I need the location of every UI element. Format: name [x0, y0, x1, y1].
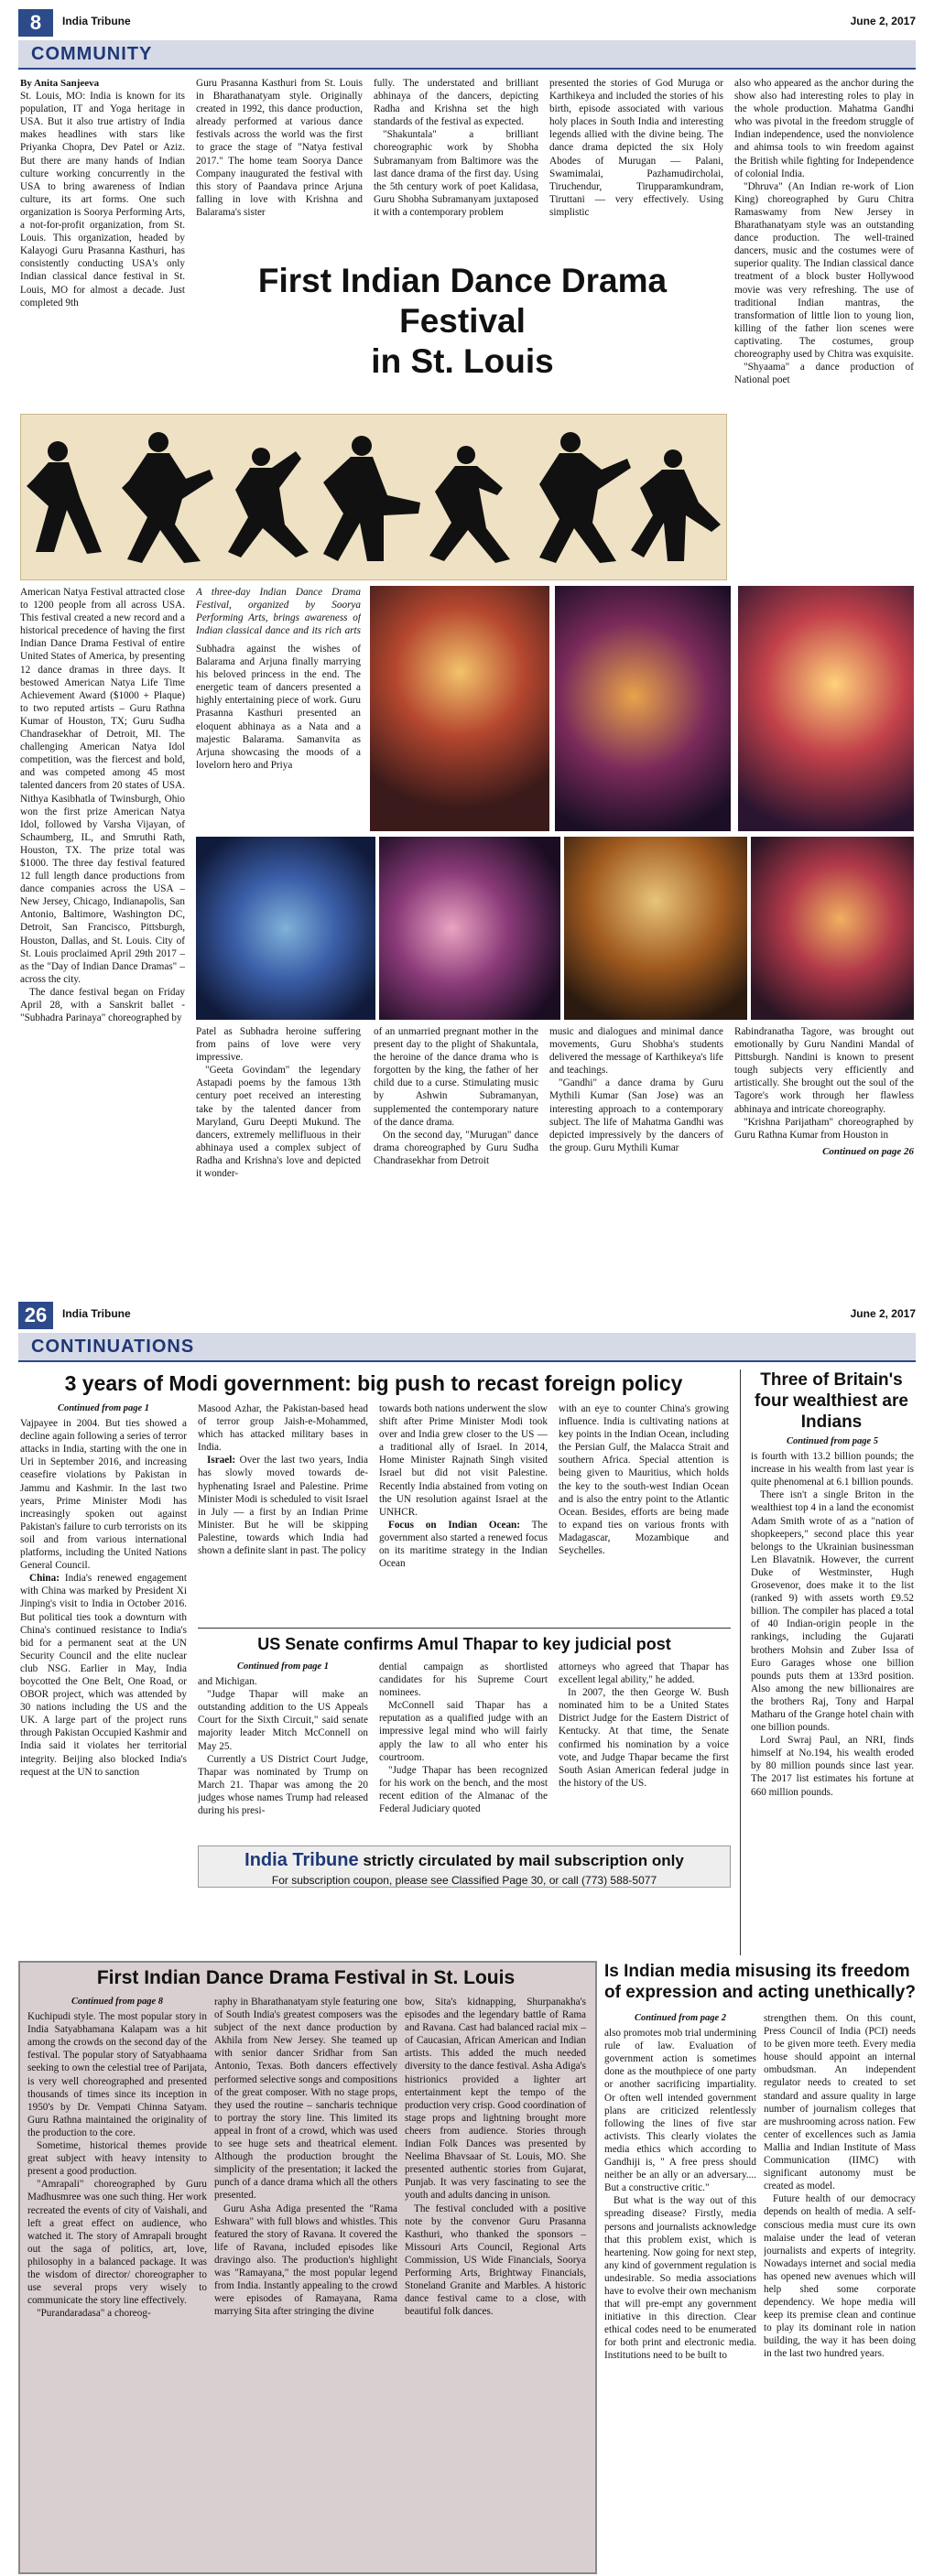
photo-caption — [196, 586, 361, 637]
dance-photo-5 — [379, 837, 560, 1020]
main-headline — [192, 261, 733, 382]
paragraph: "Judge Thapar has been recognized for his work on the bench, and the most recent edition of the Almanac of the Federal Judiciary quoted — [379, 1764, 548, 1815]
paragraph: There isn't a single Briton in the wealthiest top 4 in a land the economist Adam Smith wrote of as a "nation of shopkeepers," second place this year belongs to the Ukrainian businessman Len Blavatnik. However, the current Duke of Westminster, Hugh Grosevenor, does make it to the list (ranked 9) with assets worth £9.52 billion. The compiler has placed a total of 40 Indian-origin people in the rankings, including the Gujarati brothers Mohsin and Zuber Issa of Euro Garages whose one billion pounds puts them at 133rd position. Also among the new billionaires are the brothers Raj, Tony and Harpal Matharu of the Grange hotel chain with one billion pounds. — [751, 1489, 914, 1734]
caption-text: A three-day Indian Dance Drama Festival, organized by Soorya Performing Arts, brings awareness of Indian classical dance and its rich arts — [196, 587, 361, 637]
paragraph: attorneys who agreed that Thapar has excellent legal ability," he added. — [559, 1661, 729, 1686]
modi-column-2 — [198, 1402, 368, 1622]
subhead: Focus on Indian Ocean: — [388, 1519, 521, 1531]
paragraph: American Natya Festival attracted close to 1200 people from all across USA. This festival created a new record and a historical precedence of having the first Indian Dance Drama Festival of entire United States of America, by presenting 12 dance dramas in three days. It bestowed American Natya Life Time Achievement Award ($1000 + Plaque) to two reputed artists – Guru Rathna Kumar of Houston, TX; Guru Sudha Chandrasekhar of Detroit, MI. The challenging American Natya Idol competition, was the fiercest and bold, and was competed among 45 most talented dancers from 20 states of USA. Nithya Kasibhatla of Twinsburgh, Ohio won the first prize American Natya Idol, followed by Varsha Vijayan, of Schaumberg, IL, and Smruthi Rath, Houston, TX. The prize total was $1000. The three day festival featured 12 full length dance productions from dance companies across the USA – New Jersey, Chicago, Indianapolis, San Antonio, Baltimore, Washington DC, Detroit, San Francisco, Pittsburgh, Houston, Dallas, and St. Louis. City of St. Louis proclaimed April 29th 2017 – as the "Day of Indian Dance Dramas" – across the city. — [20, 587, 185, 985]
paragraph: strengthen them. On this count, Press Council of India (PCI) needs to be given more teeth. Every media house should appoint an internal ombudsman. An independent regulator needs to created to set standard and assure quality in large number of journalism colleges that are mushrooming across nation. Few center of excellences such as Jamia Mallia and Indian Institute of Mass Communication (IIMC) with significant autonomy must be created as model. — [764, 2013, 916, 2192]
paragraph-text: The government also started a renewed focus on its maritime strategy in the Indian Ocean — [379, 1519, 548, 1570]
issue-date: June 2, 2017 — [850, 15, 916, 27]
continued-note: Continued on page 26 — [822, 1145, 914, 1157]
article-column-3-bottom — [374, 1025, 538, 1282]
paragraph: presented the stories of God Muruga or Karthikeya and included the stories of his birth, episode associated with various holy places in South India and interesting legends allied with the divine being. The dance drama depicted the six Holy Abodes of Murugan — Palani, Swamimalai, Pazhamudircholai, Tiruchendur, Tirupparamkundram, Tiruttani — very effectively. Using simplistic — [549, 78, 723, 218]
article-column-1-top — [20, 77, 185, 342]
section-title: COMMUNITY — [31, 44, 153, 64]
paragraph: Currently a US District Court Judge, Thapar was nominated by Trump on March 21. Thapar was among the 20 judges whose names Trump had released during his presi- — [198, 1753, 368, 1817]
paragraph: Future health of our democracy depends on health of media. A self-conscious media must cure its own malaise under the lead of veteran journalists and experts of integrity. Nowadays internet and social media has opened new avenues which will help shed some corporate dependency. We hope media will keep its premise clean and continue to play its dominant role in nation building, the way it has been doing in the last two hundred years. — [764, 2193, 916, 2360]
thapar-headline: US Senate confirms Amul Thapar to key judicial post — [257, 1635, 671, 1653]
thapar-column-1 — [198, 1661, 368, 1838]
page-26 — [0, 1293, 934, 2576]
dance-photo-1 — [370, 586, 549, 831]
thapar-column-2 — [379, 1661, 548, 1838]
dancer-silhouette-banner — [20, 414, 727, 580]
paragraph — [379, 1519, 548, 1570]
paragraph: On the second day, "Murugan" dance drama choreographed by Guru Sudha Chandrasekhar from Detroit — [374, 1129, 538, 1166]
paragraph: Masood Azhar, the Pakistan-based head of terror group Jaish-e-Mohammed, which has attacked military bases in India. — [198, 1403, 368, 1454]
byline: By Anita Sanjeeva — [20, 78, 100, 89]
dance-photo-3 — [738, 586, 914, 831]
paragraph: bow, Sita's kidnapping, Shurpanakha's episodes and the legendary battle of Rama and Ravana. Cast had balanced racial mix – of Caucasian, African American and Indian artists. This added the much needed diversity to the dance festival. Asha Adiga's histrionics provided a lighter art entertainment kept the tempo of the production very crisp. Good coordination of stage props and lightning brought more cheers from audience. Stories through Indian Folk Dances was presented by Neelima Bhavsaar of St. Louis, MO. She presented authentic stories from Gujarat, Punjab. It was very fascinating to see the youth and adults dancing in unison. — [405, 1997, 586, 2202]
subhead: China: — [29, 1573, 60, 1585]
modi-headline: 3 years of Modi government: big push to recast foreign policy — [64, 1371, 683, 1395]
dance-headline: First Indian Dance Drama Festival in St. Louis — [96, 1967, 516, 1988]
dance-column-1 — [27, 1996, 207, 2563]
headline-line-1: First Indian Dance Drama Festival — [257, 262, 668, 340]
paragraph: Sometime, historical themes provide great subject with heavy intensity to present a good production. — [27, 2140, 207, 2178]
promo-line-2: For subscription coupon, please see Classified Page 30, or call (773) 588-5077 — [271, 1874, 657, 1887]
paragraph: Lord Swraj Paul, an NRI, finds himself at No.194, his wealth eroded by 80 million pounds since last year. The 2017 list estimates his fortune at 660 million pounds. — [751, 1735, 914, 1798]
paragraph: also promotes mob trial undermining rule of law. Evaluation of government action is sometimes done as the mouthpiece of one party or another sacrificing impartiality. Or often well intended government plans are criticized relentlessly following the lines of five star activists. This clearly violates the media ethics which according to Gandhiji is, " A free press should neither be an ally or an adversary.... But a constructive critic." — [604, 2028, 756, 2194]
thapar-column-3 — [559, 1661, 729, 1838]
modi-column-3 — [379, 1402, 548, 1622]
paragraph: fully. The understated and brilliant abhinaya of the dancers, depicting Radha and Krishna set the high standards of the festival as expected. — [374, 78, 538, 128]
article-column-4-top — [549, 77, 723, 251]
paragraph: Vajpayee in 2004. But ties showed a decline again following a series of terror attacks in India, starting with the one in Uri in September 2016, and increasing ceasefire violations by Pakistan in Jammu and Kashmir. In the last two years, Prime Minister Modi has increasingly spoken out against Pakistan's failure to curb terrorists on its soil and from various international platforms, including the United Nations General Council. — [20, 1418, 187, 1572]
headline-line-2: in St. Louis — [371, 342, 554, 380]
paragraph: "Amrapali" choreographed by Guru Madhusmree was one such thing. Her work recreated the events of city of Vaishali, and left a great effect on audience, who watched it. The story of Amrapali brought out the saga of politics, art, love, philosophy in a balanced package. It was the wisdom of director/ choreographer to use several props very wisely to communicate the story line effectively. — [27, 2179, 207, 2307]
page-header — [18, 9, 916, 37]
paragraph: "Gandhi" a dance drama by Guru Mythili Kumar (San Jose) was an interesting approach to a contemporary subject. The life of Mahatma Gandhi was depicted impressively by the dancers of the group. Guru Mythili Kumar — [549, 1077, 723, 1153]
paragraph: towards both nations underwent the slow shift after Prime Minister Modi took over and India grew closer to the US — a traditional ally of Israel. In 2014, Home Minister Rajnath Singh visited Israel but did not visit Palestine. Recently India abstained from voting on the UN resolution against Israel at the UNHCR. — [379, 1403, 548, 1518]
paragraph: "Krishna Parijatham" choreographed by Guru Rathna Kumar from Houston in — [734, 1116, 914, 1141]
paragraph: "Shyaama" a dance production of National poet — [734, 362, 914, 386]
paragraph: The dance festival began on Friday April 28, with a Sanskrit ballet - "Subhadra Parinaya" choreographed by — [20, 986, 185, 1024]
issue-date: June 2, 2017 — [850, 1307, 916, 1320]
paragraph — [198, 1454, 368, 1557]
continued-from: Continued from page 8 — [71, 1997, 164, 2007]
paragraph: dential campaign as shortlisted candidates for his Supreme Court nominees. — [379, 1661, 548, 1699]
article-column-2-mid — [196, 643, 361, 826]
article-column-3-top — [374, 77, 538, 251]
continued-from: Continued from page 2 — [634, 2013, 727, 2023]
paragraph-text: Over the last two years, India has slowly moved towards de-hyphenating Israel and Palestine. Prime Minister Modi is scheduled to visit Israel in July — a first by an Indian Prime Minister. But he will be skipping Palestine, towards which India had shown a definite slant in past. The policy — [198, 1455, 368, 1557]
promo-brand: India Tribune — [244, 1850, 359, 1870]
section-banner — [18, 40, 916, 70]
article-column-5-top — [734, 77, 914, 590]
paragraph: Subhadra against the wishes of Balarama and Arjuna finally marrying his beloved princess in the end. The energetic team of dancers presented a highly entertaining piece of work. Guru Prasanna Kasthuri presented an eloquent abhinaya as a Nata and a majestic Balarama. Samanvita as Arjuna showcasing the moods of a lovelorn hero and Priya — [196, 644, 361, 771]
paragraph: Guru Asha Adiga presented the "Rama Eshwara" with full blows and whistles. This featured the story of Ravana. It covered the life of Ravana, included episodes like dravingo also. The production's highlight was "Ramayana," the most popular legend from India. Instantly appealing to the crowd were episodes of Ramayana, Rama marrying Sita after stringing the divine — [214, 2203, 397, 2318]
paragraph: But what is the way out of this spreading disease? Firstly, media persons and journalists acknowledge that this problem exist, which is heartening. Now going for next step, any kind of government regulation is undesirable. So media associations have to evolve their own mechanism that will pre-empt any government initiative in this direction. Clear ethical codes need to be enumerated for both print and electronic media. Institutions need to be built to — [604, 2195, 756, 2362]
paragraph: "Purandaradasa" a choreog- — [37, 2308, 151, 2320]
page-number: 26 — [18, 1302, 53, 1329]
paragraph: "Dhruva" (An Indian re-work of Lion King) choreographed by Guru Chitra Ramaswamy from New Jersey in Bharathanatyam style was an outstanding dance production. The well-trained dancers, music and the costumes were of superior quality. The Indian classical dance treatment of a block buster Hollywood movie was very refreshing. The use of traditional Indian mantras, the transformation of little lion to young lion, killing of the father lion scenes were captivating. The costumes, group choreography used by Chitra was exquisite. — [734, 180, 914, 360]
dance-photo-4 — [196, 837, 375, 1020]
publication-name: India Tribune — [62, 1307, 131, 1320]
article-column-5-bottom — [734, 1025, 914, 1282]
paragraph: St. Louis, MO: India is known for its population, IT and Yoga heritage in USA. But it also true artistry of India makes headlines with stars like Priyanka Chopra, Dev Patel or Aziz. But there are many hands of Indian culture working concurrently in the USA to bring awareness of Indian culture, its art forms. One such organization is Soorya Performing Arts, a not-for-profit organization, from St. Louis. This organization, headed by Kalayogi Guru Prasanna Kasthuri, has consistently conducting USA's only Indian classical dance festival in St. Louis, MO for almost a decade. Just completed 9th — [20, 91, 185, 308]
paragraph: also who appeared as the anchor during the show also had interesting roles to play in the whole production. Mahatma Gandhi who was pivotal in the freedom struggle of Indian independence, used the nonviolence and ahimsa tools to win freedom against the British while fighting for Independence of colonial India. — [734, 78, 914, 179]
dance-photo-2 — [555, 586, 731, 831]
section-title: CONTINUATIONS — [31, 1337, 195, 1357]
subhead: Israel: — [207, 1455, 236, 1467]
dancer-silhouettes-image — [21, 415, 726, 579]
paragraph-text: India's renewed engagement with China was marked by President Xi Jinping's visit to India in October 2016. But political ties took a downturn with China's continued resistance to India's bid for a permanent seat at the UN Security Council and the elite nuclear club NSG. Earlier in May, India boycotted the One Belt, One Road, or OBOR project, which was attended by 30 nations including the US and the UK. A large part of the project runs through Pakistan Occupied Kashmir and India said it violates her territorial integrity. Beijing also blocked India's request at the UN to sanction — [20, 1573, 187, 1778]
dance-column-2 — [214, 1996, 397, 2563]
article-column-2-top — [196, 77, 363, 251]
paragraph: "Geeta Govindam" the legendary Astapadi poems by the famous 13th century poet received an interesting take by the talented dancer from Maryland, Guru Deepti Mukund. The dancers, extremely mellifluous in their abhinaya used a complex subject of Radha and Krishna's love and depicted it wonder- — [196, 1065, 361, 1180]
page-8 — [0, 0, 934, 1282]
media-column-2 — [764, 2012, 916, 2571]
paragraph: Kuchipudi style. The most popular story in India Satyabhamana Kalapam was a hit among the crowds on the second day of the festival. The popular story of Satyabhaama seeking to own the celestial tree of Parijata, is very well choreographed and presented thousands of times since its inception in 1950's by Dr. Vempati Chinna Satyam. Guru Rathna maintained the originality of the production to the core. — [27, 2011, 207, 2138]
continued-from: Continued from page 1 — [236, 1661, 330, 1672]
paragraph: "Shakuntala" a brilliant choreographic work by Shobha Subramanyam from Baltimore was the last dance drama of the first day. Using the 5th century work of poet Kalidasa, Guru Shobha Subramanyam juxtaposed it with a contemporary problem — [374, 129, 538, 218]
page-header — [18, 1302, 916, 1329]
britain-column — [751, 1435, 914, 1955]
paragraph: and Michigan. — [198, 1676, 257, 1688]
paragraph: Patel as Subhadra heroine suffering from pains of love were very impressive. — [196, 1026, 361, 1064]
section-banner — [18, 1333, 916, 1362]
paragraph: raphy in Bharathanatyam style featuring one of South India's greatest composers was the subject of the next dance production by Akhila from New Jersey. She teamed up with senior dancer Sridhar from San Antonio, Texas. Both dancers effectively performed selective songs and compositions of the great composer. With no stage props, they used the routine – sancharis technique to portray the story line. This limited its appeal in front of a crowd, which was used to see huge sets and theatrical element. Although the production brought the simplicity of the presentation; it lacked the punch of a dance drama which all the others presented. — [214, 1997, 397, 2202]
page-number: 8 — [18, 9, 53, 37]
paragraph: "Judge Thapar will make an outstanding addition to the US Appeals Court for the Sixth Circuit," said senate majority leader Mitch McConnell on May 25. — [198, 1689, 368, 1752]
section-rule — [198, 1628, 731, 1629]
paragraph: Guru Prasanna Kasthuri from St. Louis in Bharathanatyam style. Originally created in 1992, this dance production, already performed at various dance festivals across the world was the first to grace the stage of "Natya festival 2017." The home team Soorya Dance Company inaugurated the festival with this story of Paandava prince Arjuna falling in love with Krishna and Balarama's sister — [196, 78, 363, 218]
paragraph: McConnell said Thapar has a reputation as a qualified judge with an impressive legal mind who will fairly apply the law to all who enter his courtroom. — [379, 1700, 548, 1763]
subscription-promo — [198, 1845, 731, 1888]
media-column-1 — [604, 2012, 756, 2571]
continued-from: Continued from page 5 — [786, 1436, 879, 1446]
modi-column-4 — [559, 1402, 729, 1622]
modi-column-1 — [20, 1402, 187, 1941]
article-column-1-bottom — [20, 586, 185, 1282]
paragraph: is fourth with 13.2 billion pounds; the increase in his wealth from last year is quite phenomenal at 6.1 billion pounds. — [751, 1451, 914, 1488]
dance-photo-7 — [751, 837, 914, 1020]
paragraph: of an unmarried pregnant mother in the present day to the plight of Shakuntala, the heroine of the dance drama who is forgotten by the king, the father of her child due to a curse. Stimulating music by Ashwin Subramanyan, supplemented the contemporary nature of the dance drama. — [374, 1026, 538, 1128]
paragraph: The festival concluded with a positive note by the convenor Guru Prasanna Kasthuri, who thanked the sponsors – Missouri Arts Council, Regional Arts Commission, US Wide Financials, Soorya Performing Arts, Brightway Financials, Stoneland Granite and Marbles. A historic dance festival came to a close, with beautiful folk dances. — [405, 2203, 586, 2318]
dance-column-3 — [405, 1996, 586, 2563]
dance-photo-6 — [564, 837, 747, 1020]
paragraph: with an eye to counter China's growing influence. India is cultivating nations at key points in the Indian Ocean, including the Persian Gulf, the Malacca Strait and southern Africa. Special attention is being given to Mauritius, which holds the key to the south-west Indian Ocean and is also the entry point to the Atlantic Ocean. Besides, efforts are being made to expand ties on various fronts with Madagascar, Mozambique and Seychelles. — [559, 1403, 729, 1557]
publication-name: India Tribune — [62, 15, 131, 27]
britain-headline: Three of Britain's four wealthiest are Indians — [755, 1370, 908, 1432]
promo-line-1: strictly circulated by mail subscription only — [363, 1852, 684, 1869]
paragraph: Rabindranatha Tagore, was brought out emotionally by Guru Nandini Mandal of Pittsburgh. Nandini is known to present tough subjects very efficiently and artistically. She brought out the soul of the Tagore's work through her flawless abhinaya and intricate choreography. — [734, 1026, 914, 1115]
paragraph — [20, 1572, 187, 1779]
paragraph: In 2007, the then George W. Bush nominated him to be a United States District Judge for the Eastern District of Kentucky. At that time, the Senate confirmed his nomination by a voice vote, and Judge Thapar became the first South Asian American federal judge in the history of the US. — [559, 1687, 729, 1789]
media-headline: Is Indian media misusing its freedom of expression and acting unethically? — [604, 1962, 916, 2002]
article-column-2-bottom — [196, 1025, 361, 1282]
continued-from: Continued from page 1 — [57, 1403, 150, 1413]
column-divider — [740, 1369, 741, 1955]
paragraph: music and dialogues and minimal dance movements, Guru Shobha's students delivered the message of Karthikeya's life and teachings. — [549, 1026, 723, 1077]
article-column-4-bottom — [549, 1025, 723, 1282]
